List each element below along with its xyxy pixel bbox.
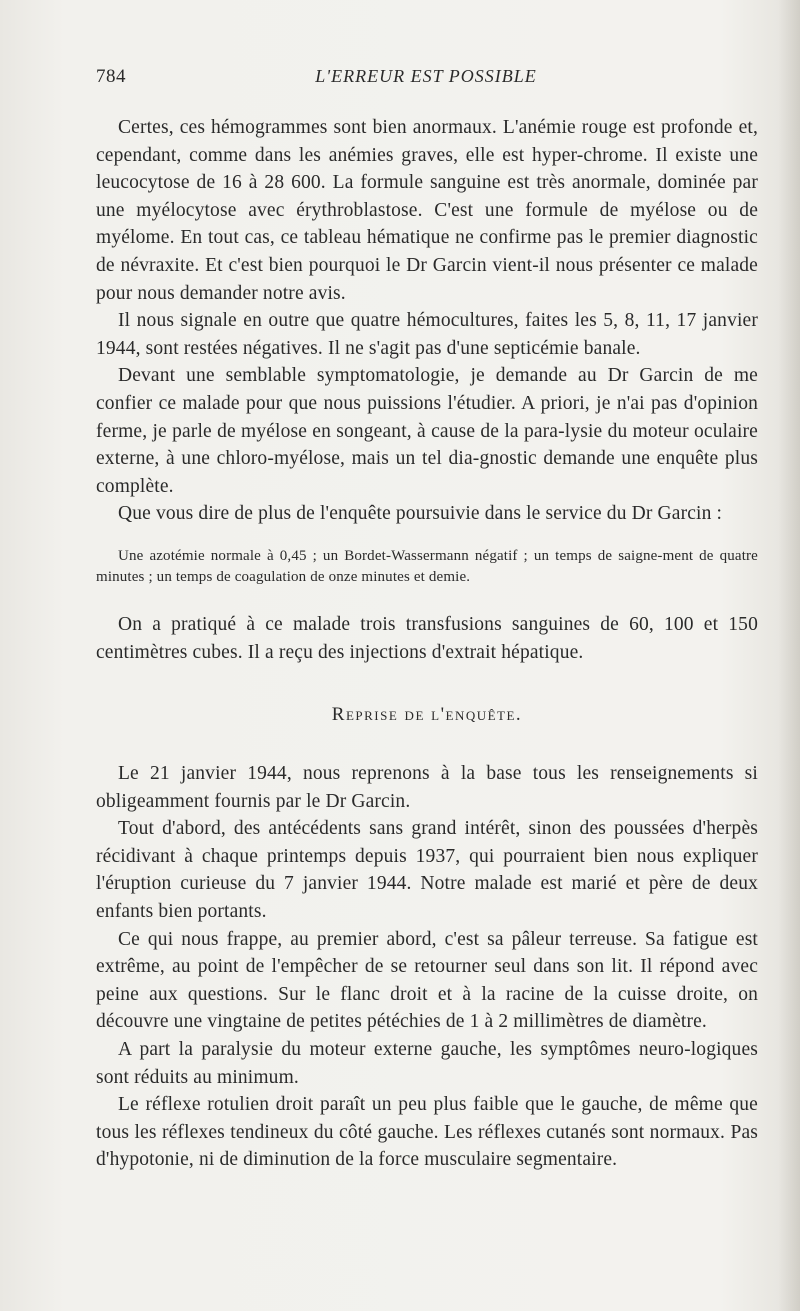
paragraph-hemogrammes: Certes, ces hémogrammes sont bien anormaux. L'anémie rouge est profonde et, cependant, comme dans les anémies graves, elle est hyper-chrome. Il existe une leucocytose de 16 à 28 600. La formule sanguine est très anormale, dominée par une myélocytose avec érythroblastose. C'est une formule de myélose ou de myélome. En tout cas, ce tableau hématique ne confirme pas le premier diagnostic de névraxite. Et c'est bien pourquoi le Dr Garcin vient-il nous présenter ce malade pour nous demander notre avis. <box>96 117 758 304</box>
running-title: L'ERREUR EST POSSIBLE <box>315 66 537 86</box>
paragraph-hemocultures: Il nous signale en outre que quatre hémocultures, faites les 5, 8, 11, 17 janvier 1944, sont restées négatives. Il ne s'agit pas d'une septicémie banale. <box>96 310 758 359</box>
section-heading: Reprise de l'enquête. <box>331 704 523 726</box>
paragraph-lab-results: Une azotémie normale à 0,45 ; un Bordet-Wassermann négatif ; un temps de saigne-ment de quatre minutes ; un temps de coagulation de onze minutes et demie. <box>96 547 758 586</box>
paragraph-symptomatologie: Devant une semblable symptomatologie, je demande au Dr Garcin de me confier ce malade pour que nous puissions l'étudier. A priori, je n'ai pas d'opinion ferme, je parle de myélose en songeant, à cause de la para-lysie du moteur oculaire externe, à une chloro-myélose, mais un tel dia-gnostic demande une enquête plus complète. <box>96 365 758 497</box>
paragraph-paralysie: A part la paralysie du moteur externe gauche, les symptômes neuro-logiques sont réduits au minimum. <box>96 1039 758 1088</box>
paragraph-antecedents: Tout d'abord, des antécédents sans grand intérêt, sinon des poussées d'herpès récidivant à chaque printemps depuis 1937, qui pourraient bien nous expliquer l'éruption curieuse du 7 janvier 1944. Notre malade est marié et père de deux enfants bien portants. <box>96 818 758 923</box>
body-text <box>96 114 758 1174</box>
paragraph-paleur: Ce qui nous frappe, au premier abord, c'est sa pâleur terreuse. Sa fatigue est extrême, au point de l'empêcher de se retourner seul dans son lit. Il répond avec peine aux questions. Sur le flanc droit et à la racine de la cuisse droite, on découvre une vingtaine de petites pétéchies de 1 à 2 millimètres de diamètre. <box>96 928 758 1033</box>
paragraph-reflexes: Le réflexe rotulien droit paraît un peu plus faible que le gauche, de même que tous les réflexes tendineux du côté gauche. Les réflexes cutanés sont normaux. Pas d'hypotonie, ni de diminution de la force musculaire segmentaire. <box>96 1094 758 1171</box>
page-number: 784 <box>96 66 126 87</box>
paragraph-enquete-intro: Que vous dire de plus de l'enquête poursuivie dans le service du Dr Garcin : <box>118 503 723 525</box>
paragraph-transfusions: On a pratiqué à ce malade trois transfusions sanguines de 60, 100 et 150 centimètres cubes. Il a reçu des injections d'extrait hépatique. <box>96 613 758 663</box>
page-header <box>96 66 756 96</box>
page-edge-shadow <box>778 0 800 1311</box>
paragraph-reprise: Le 21 janvier 1944, nous reprenons à la base tous les renseignements si obligeamment fournis par le Dr Garcin. <box>96 763 758 812</box>
